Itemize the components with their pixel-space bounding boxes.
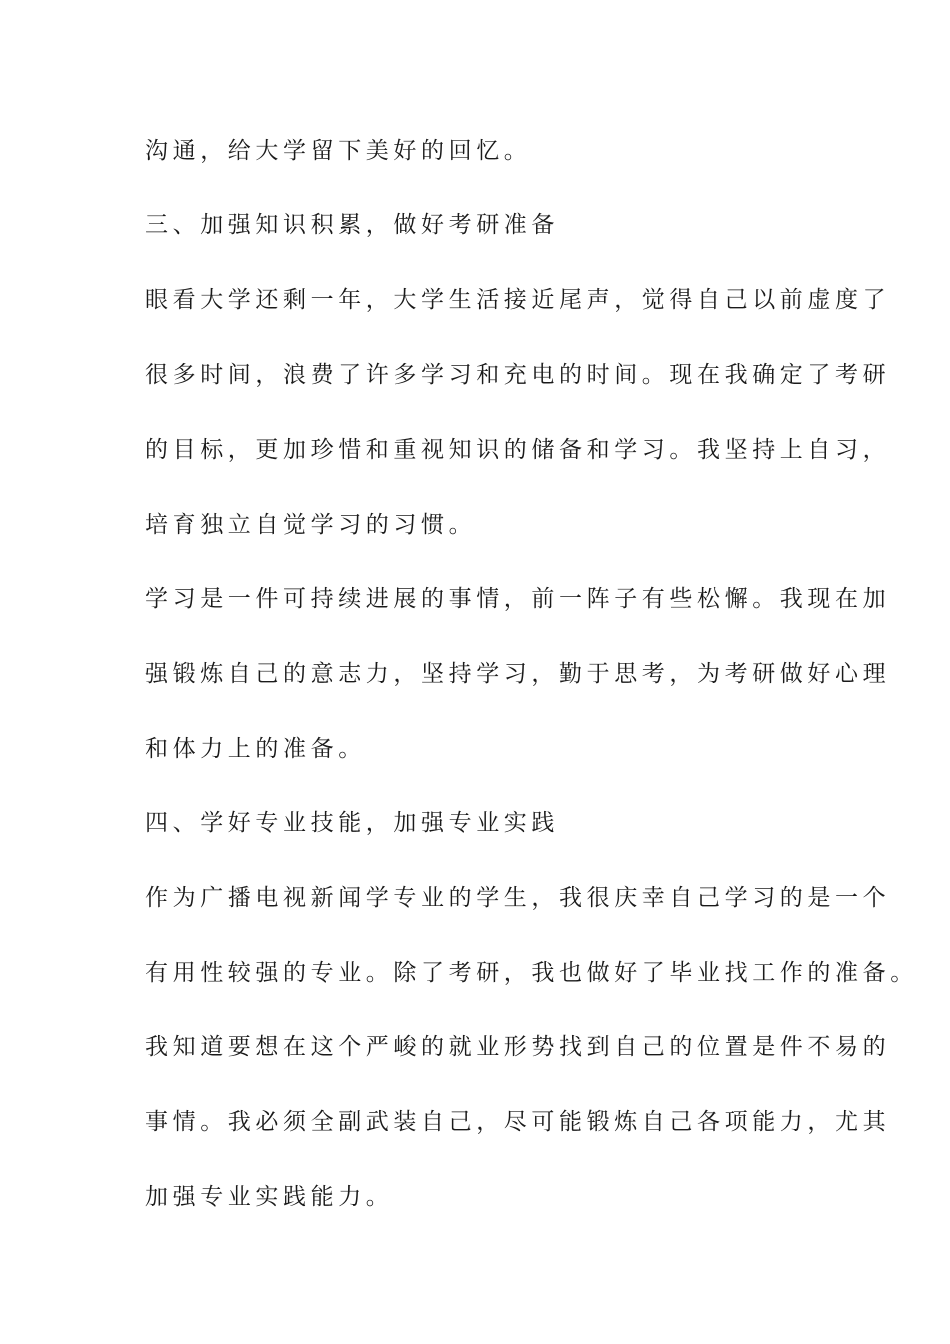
section-heading: 三、加强知识积累，做好考研准备	[145, 212, 559, 238]
paragraph-line: 很多时间，浪费了许多学习和充电的时间。现在我确定了考研	[145, 362, 891, 388]
paragraph-line: 我知道要想在这个严峻的就业形势找到自己的位置是件不易的	[145, 1034, 891, 1060]
paragraph-line: 加强专业实践能力。	[145, 1184, 394, 1210]
paragraph-line: 眼看大学还剩一年，大学生活接近尾声，觉得自己以前虚度了	[145, 287, 891, 313]
paragraph-line: 的目标，更加珍惜和重视知识的储备和学习。我坚持上自习，	[145, 437, 891, 463]
paragraph-line: 作为广播电视新闻学专业的学生，我很庆幸自己学习的是一个	[145, 885, 891, 911]
paragraph-line: 有用性较强的专业。除了考研，我也做好了毕业找工作的准备。	[145, 960, 918, 986]
paragraph-line: 事情。我必须全副武装自己，尽可能锻炼自己各项能力，尤其	[145, 1109, 891, 1135]
paragraph-line: 培育独立自觉学习的习惯。	[145, 512, 477, 538]
section-heading: 四、学好专业技能，加强专业实践	[145, 810, 559, 836]
paragraph-line: 学习是一件可持续进展的事情，前一阵子有些松懈。我现在加	[145, 586, 891, 612]
paragraph-line: 沟通，给大学留下美好的回忆。	[145, 138, 532, 164]
paragraph-line: 和体力上的准备。	[145, 736, 366, 762]
paragraph-line: 强锻炼自己的意志力，坚持学习，勤于思考，为考研做好心理	[145, 661, 891, 687]
